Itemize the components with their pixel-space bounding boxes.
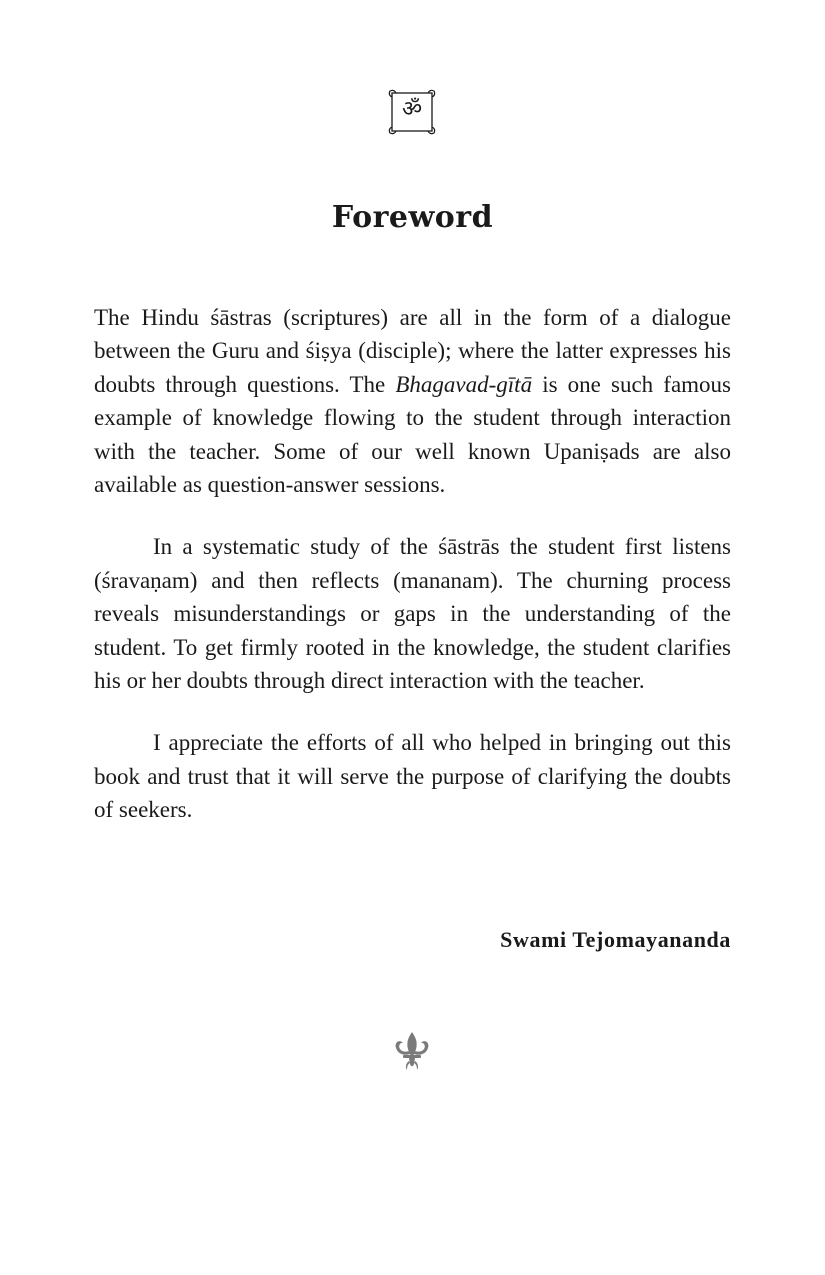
paragraph-3: I appreciate the efforts of all who helped in bringing out this book and trust that it will serve the purpose of clarifying the doubts of seekers. bbox=[94, 730, 731, 823]
paragraph-2: In a systematic study of the śāstrās the student first listens (śravaṇam) and then reflects (mananam). The churning process reveals misunderstandings or gaps in the understanding of the student. To get firmly rooted in the knowledge, the student clarifies his or her doubts through direct interaction with the teacher. bbox=[94, 534, 731, 694]
fleur-de-lis-icon bbox=[392, 1030, 432, 1072]
om-icon bbox=[387, 88, 437, 136]
paragraph-1-text-b: is one such famous example of knowledge flowing to the student through interaction with the teacher. Some of our well known Upaniṣads are also available as question-answer sessions. bbox=[94, 371, 731, 498]
page-title: Foreword bbox=[331, 200, 494, 235]
paragraph-1-text-a: The Hindu śāstras (scriptures) are all in the form of a dialogue between the Guru and śiṣya (disciple); where the latter expresses his doubts through questions. The bbox=[94, 305, 731, 397]
foreword-body bbox=[94, 301, 731, 856]
om-glyph: ॐ bbox=[401, 97, 423, 122]
paragraph-1 bbox=[94, 301, 731, 501]
fleur-de-lis-shape bbox=[392, 1030, 432, 1072]
bhagavad-gita-title: Bhagavad-gītā bbox=[395, 371, 533, 397]
author-signature: Swami Tejomayananda bbox=[500, 927, 731, 952]
